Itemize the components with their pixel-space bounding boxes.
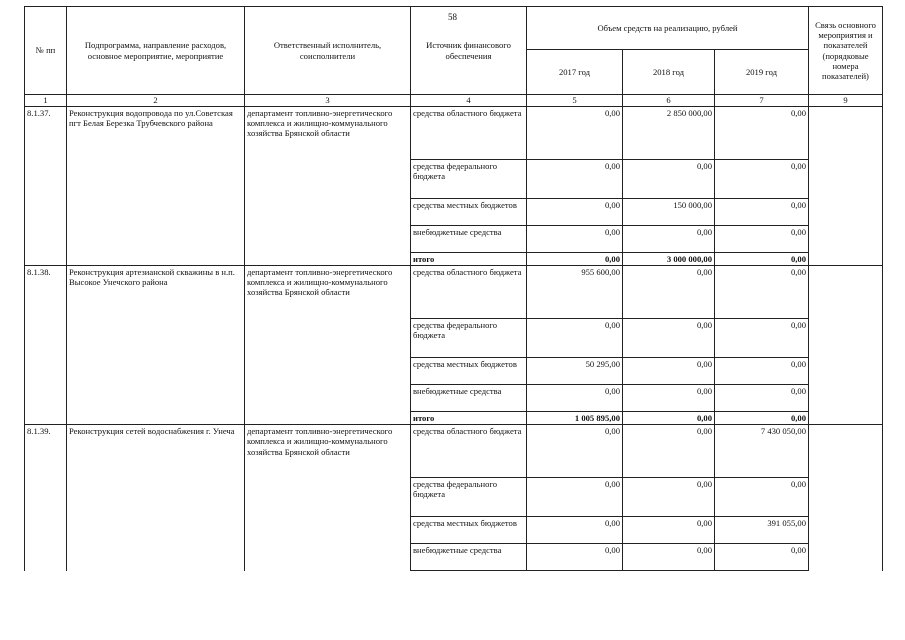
column-number: 6 [623, 95, 715, 107]
source-label: внебюджетные средства [411, 226, 527, 253]
value-2017: 0,00 [527, 517, 623, 544]
value-2019: 0,00 [715, 107, 809, 160]
value-2019: 0,00 [715, 266, 809, 319]
total-2018: 0,00 [623, 412, 715, 425]
source-label: средства областного бюджета [411, 107, 527, 160]
value-2019: 0,00 [715, 319, 809, 358]
header-source: Источник финансового обеспечения [411, 7, 527, 95]
total-label: итого [411, 412, 527, 425]
header-program: Подпрограмма, направление расходов, основное мероприятие, мероприятие [67, 7, 245, 95]
executor: департамент топливно-энергетического комплекса и жилищно-коммунального хозяйства Брянской области [245, 107, 411, 266]
measure-name: Реконструкция артезианской скважины в н.п. Высокое Унечского района [67, 266, 245, 425]
table-row [25, 107, 883, 160]
source-label: внебюджетные средства [411, 385, 527, 412]
column-number: 7 [715, 95, 809, 107]
column-number: 9 [809, 95, 883, 107]
source-label: средства федерального бюджета [411, 160, 527, 199]
table-row [25, 425, 883, 478]
value-2019: 0,00 [715, 358, 809, 385]
column-number: 1 [25, 95, 67, 107]
executor: департамент топливно-энергетического комплекса и жилищно-коммунального хозяйства Брянской области [245, 266, 411, 425]
measure-name: Реконструкция сетей водоснабжения г. Унеча [67, 425, 245, 571]
value-2019: 0,00 [715, 478, 809, 517]
value-2019: 0,00 [715, 544, 809, 571]
value-2018: 0,00 [623, 478, 715, 517]
value-2018: 0,00 [623, 425, 715, 478]
value-2017: 50 295,00 [527, 358, 623, 385]
value-2019: 0,00 [715, 199, 809, 226]
value-2019: 0,00 [715, 160, 809, 199]
table-row [25, 266, 883, 319]
value-2017: 0,00 [527, 544, 623, 571]
row-number: 8.1.38. [25, 266, 67, 425]
value-2018: 0,00 [623, 266, 715, 319]
value-2019: 391 055,00 [715, 517, 809, 544]
source-label: средства федерального бюджета [411, 319, 527, 358]
total-2017: 0,00 [527, 253, 623, 266]
source-label: средства областного бюджета [411, 425, 527, 478]
total-2019: 0,00 [715, 412, 809, 425]
value-2018: 0,00 [623, 517, 715, 544]
header-amount: Объем средств на реализацию, рублей [527, 7, 809, 50]
source-label: средства местных бюджетов [411, 199, 527, 226]
header-no: № пп [25, 7, 67, 95]
value-2017: 0,00 [527, 199, 623, 226]
source-label: средства местных бюджетов [411, 517, 527, 544]
source-label: внебюджетные средства [411, 544, 527, 571]
value-2019: 0,00 [715, 385, 809, 412]
column-numbers-row [25, 95, 883, 107]
value-2018: 0,00 [623, 226, 715, 253]
value-2017: 955 600,00 [527, 266, 623, 319]
value-2017: 0,00 [527, 319, 623, 358]
row-number: 8.1.37. [25, 107, 67, 266]
column-number: 3 [245, 95, 411, 107]
column-number: 5 [527, 95, 623, 107]
value-2019: 7 430 050,00 [715, 425, 809, 478]
column-number: 4 [411, 95, 527, 107]
link-cell [809, 425, 883, 571]
source-label: средства местных бюджетов [411, 358, 527, 385]
column-number: 2 [67, 95, 245, 107]
total-2018: 3 000 000,00 [623, 253, 715, 266]
value-2017: 0,00 [527, 107, 623, 160]
link-cell [809, 107, 883, 266]
value-2018: 0,00 [623, 544, 715, 571]
value-2019: 0,00 [715, 226, 809, 253]
value-2017: 0,00 [527, 478, 623, 517]
page-number: 58 [448, 12, 457, 22]
header-year-2018: 2018 год [623, 50, 715, 95]
source-label: средства федерального бюджета [411, 478, 527, 517]
value-2018: 0,00 [623, 358, 715, 385]
value-2018: 150 000,00 [623, 199, 715, 226]
value-2017: 0,00 [527, 425, 623, 478]
measure-name: Реконструкция водопровода по ул.Советская пгт Белая Березка Трубчевского района [67, 107, 245, 266]
value-2017: 0,00 [527, 385, 623, 412]
value-2017: 0,00 [527, 160, 623, 199]
source-label: средства областного бюджета [411, 266, 527, 319]
value-2018: 0,00 [623, 385, 715, 412]
link-cell [809, 266, 883, 425]
value-2018: 0,00 [623, 160, 715, 199]
header-executor: Ответственный исполнитель, соисполнители [245, 7, 411, 95]
total-2017: 1 005 895,00 [527, 412, 623, 425]
value-2017: 0,00 [527, 226, 623, 253]
total-2019: 0,00 [715, 253, 809, 266]
header-year-2019: 2019 год [715, 50, 809, 95]
value-2018: 0,00 [623, 319, 715, 358]
executor: департамент топливно-энергетического комплекса и жилищно-коммунального хозяйства Брянской области [245, 425, 411, 571]
budget-table [24, 6, 883, 571]
row-number: 8.1.39. [25, 425, 67, 571]
total-label: итого [411, 253, 527, 266]
value-2018: 2 850 000,00 [623, 107, 715, 160]
header-year-2017: 2017 год [527, 50, 623, 95]
header-link: Связь основного мероприятия и показателей (порядковые номера показателей) [809, 7, 883, 95]
